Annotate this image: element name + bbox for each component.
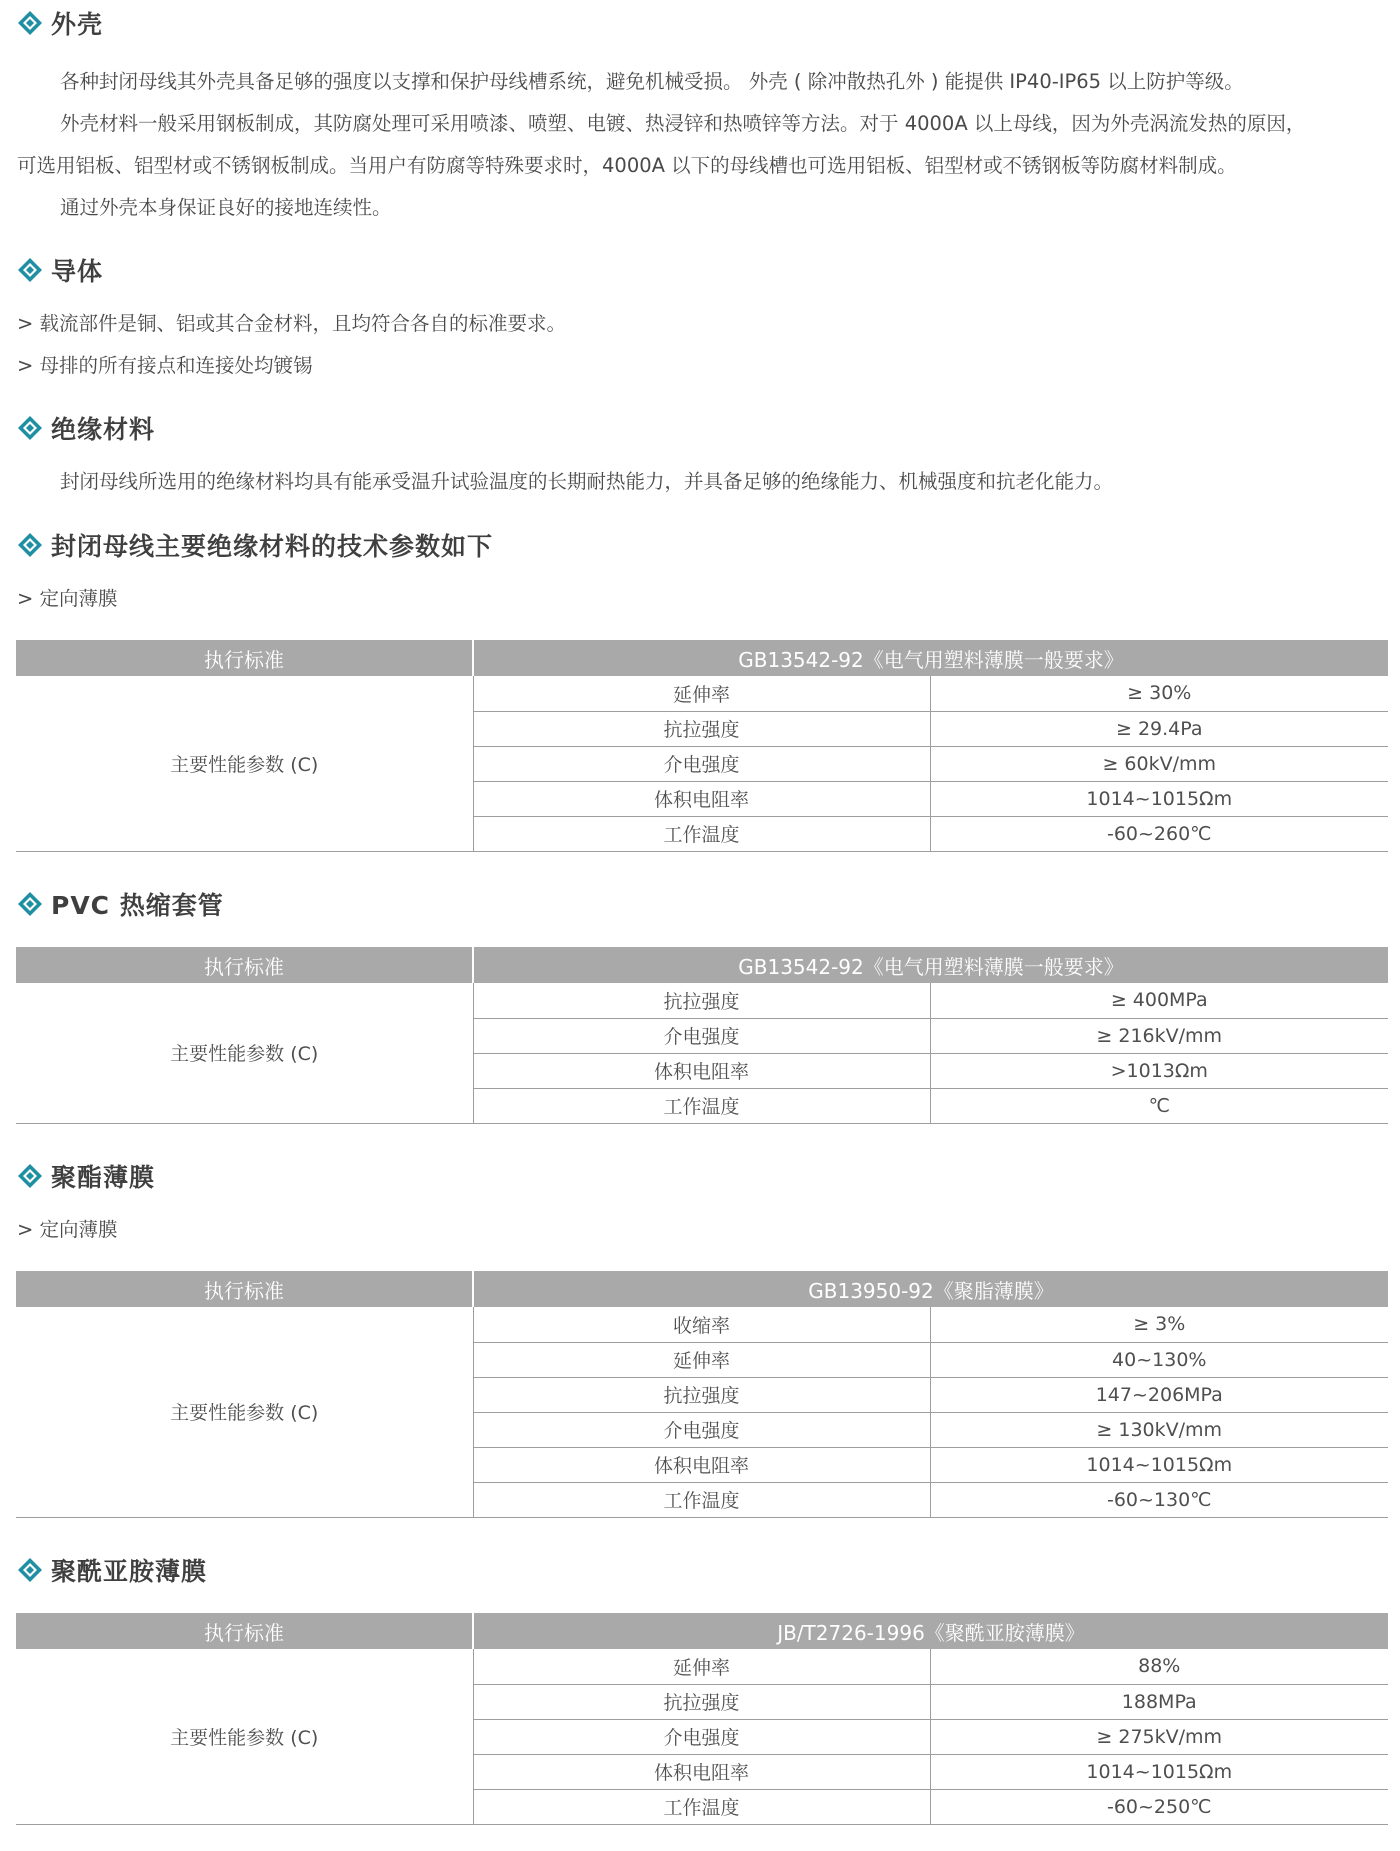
param-name: 工作温度: [473, 1789, 930, 1824]
paragraph: 外壳材料一般采用钢板制成，其防腐处理可采用喷漆、喷塑、电镀、热浸锌和热喷锌等方法。对于 4000A 以上母线，因为外壳涡流发热的原因，: [60, 112, 1306, 135]
section-heading-pvc: [17, 889, 224, 919]
table-header-row: [16, 1613, 1388, 1649]
list-item: > 载流部件是铜、铝或其合金材料，且均符合各自的标准要求。: [17, 312, 567, 335]
diamond-bullet-icon: [17, 1557, 43, 1583]
section-title: 封闭母线主要绝缘材料的技术参数如下: [51, 532, 494, 561]
section-heading-shell: [17, 8, 103, 38]
param-name: 体积电阻率: [473, 781, 930, 816]
table-row: [16, 1307, 1388, 1342]
param-name: 介电强度: [473, 1719, 930, 1754]
diamond-bullet-icon: [17, 10, 43, 36]
subheading: > 定向薄膜: [17, 587, 118, 610]
section-heading-conductor: [17, 255, 103, 285]
param-name: 抗拉强度: [473, 983, 930, 1018]
section-heading-params: [17, 530, 493, 560]
section-title: 聚酰亚胺薄膜: [51, 1557, 208, 1586]
header-cell: JB/T2726-1996《聚酰亚胺薄膜》: [473, 1613, 1388, 1649]
param-name: 体积电阻率: [473, 1053, 930, 1088]
param-name: 抗拉强度: [473, 1377, 930, 1412]
param-value: -60~260℃: [930, 816, 1388, 851]
param-value: ≥ 275kV/mm: [930, 1719, 1388, 1754]
table-row: [16, 676, 1388, 711]
param-value: ≥ 29.4Pa: [930, 711, 1388, 746]
section-title: 聚酯薄膜: [51, 1163, 156, 1192]
param-value: ≥ 400MPa: [930, 983, 1388, 1018]
param-value: ≥ 3%: [930, 1307, 1388, 1342]
section-title: PVC 热缩套管: [51, 891, 224, 920]
header-cell: GB13542-92《电气用塑料薄膜一般要求》: [473, 640, 1388, 676]
group-cell: 主要性能参数 (C): [16, 1649, 473, 1824]
section-heading-polyimide: [17, 1555, 207, 1585]
group-cell: 主要性能参数 (C): [16, 1307, 473, 1517]
group-cell: 主要性能参数 (C): [16, 676, 473, 851]
section-heading-polyester: [17, 1161, 155, 1191]
param-value: >1013Ωm: [930, 1053, 1388, 1088]
diamond-bullet-icon: [17, 257, 43, 283]
table-header-row: [16, 947, 1388, 983]
param-value: ≥ 216kV/mm: [930, 1018, 1388, 1053]
param-name: 抗拉强度: [473, 711, 930, 746]
list-item: > 母排的所有接点和连接处均镀锡: [17, 354, 313, 377]
param-value: 88%: [930, 1649, 1388, 1684]
diamond-bullet-icon: [17, 532, 43, 558]
param-name: 收缩率: [473, 1307, 930, 1342]
spec-table-polyimide: [16, 1613, 1388, 1825]
table-header-row: [16, 1271, 1388, 1307]
param-name: 工作温度: [473, 816, 930, 851]
group-cell: 主要性能参数 (C): [16, 983, 473, 1123]
section-heading-insulation: [17, 413, 155, 443]
paragraph: 各种封闭母线其外壳具备足够的强度以支撑和保护母线槽系统，避免机械受损。 外壳 ( 除冲散热孔外 ) 能提供 IP40-IP65 以上防护等级。: [60, 70, 1244, 93]
header-cell: 执行标准: [16, 1613, 473, 1649]
param-value: ≥ 130kV/mm: [930, 1412, 1388, 1447]
table-row: [16, 1649, 1388, 1684]
section-title: 导体: [51, 257, 104, 286]
header-cell: GB13950-92《聚脂薄膜》: [473, 1271, 1388, 1307]
param-name: 工作温度: [473, 1482, 930, 1517]
param-name: 体积电阻率: [473, 1447, 930, 1482]
param-name: 延伸率: [473, 1342, 930, 1377]
param-value: 1014~1015Ωm: [930, 1754, 1388, 1789]
param-name: 介电强度: [473, 1018, 930, 1053]
diamond-bullet-icon: [17, 415, 43, 441]
param-value: 188MPa: [930, 1684, 1388, 1719]
param-value: 147~206MPa: [930, 1377, 1388, 1412]
spec-table-pvc: [16, 947, 1388, 1124]
param-name: 延伸率: [473, 676, 930, 711]
spec-table-oriented-film: [16, 640, 1388, 852]
section-title: 绝缘材料: [51, 415, 156, 444]
param-value: ℃: [930, 1088, 1388, 1123]
param-name: 工作温度: [473, 1088, 930, 1123]
paragraph: 封闭母线所选用的绝缘材料均具有能承受温升试验温度的长期耐热能力，并具备足够的绝缘能力、机械强度和抗老化能力。: [60, 470, 1114, 493]
diamond-bullet-icon: [17, 1163, 43, 1189]
param-value: 1014~1015Ωm: [930, 781, 1388, 816]
diamond-bullet-icon: [17, 891, 43, 917]
param-name: 抗拉强度: [473, 1684, 930, 1719]
param-value: -60~250℃: [930, 1789, 1388, 1824]
paragraph: 可选用铝板、铝型材或不锈钢板制成。当用户有防腐等特殊要求时，4000A 以下的母线槽也可选用铝板、铝型材或不锈钢板等防腐材料制成。: [17, 154, 1237, 177]
header-cell: 执行标准: [16, 640, 473, 676]
header-cell: 执行标准: [16, 947, 473, 983]
paragraph: 通过外壳本身保证良好的接地连续性。: [60, 196, 392, 219]
param-value: 40~130%: [930, 1342, 1388, 1377]
table-header-row: [16, 640, 1388, 676]
subheading: > 定向薄膜: [17, 1218, 118, 1241]
param-name: 延伸率: [473, 1649, 930, 1684]
section-title: 外壳: [51, 10, 104, 39]
header-cell: 执行标准: [16, 1271, 473, 1307]
param-name: 介电强度: [473, 1412, 930, 1447]
param-name: 体积电阻率: [473, 1754, 930, 1789]
spec-table-polyester: [16, 1271, 1388, 1518]
header-cell: GB13542-92《电气用塑料薄膜一般要求》: [473, 947, 1388, 983]
table-row: [16, 983, 1388, 1018]
param-name: 介电强度: [473, 746, 930, 781]
param-value: 1014~1015Ωm: [930, 1447, 1388, 1482]
param-value: -60~130℃: [930, 1482, 1388, 1517]
param-value: ≥ 60kV/mm: [930, 746, 1388, 781]
param-value: ≥ 30%: [930, 676, 1388, 711]
